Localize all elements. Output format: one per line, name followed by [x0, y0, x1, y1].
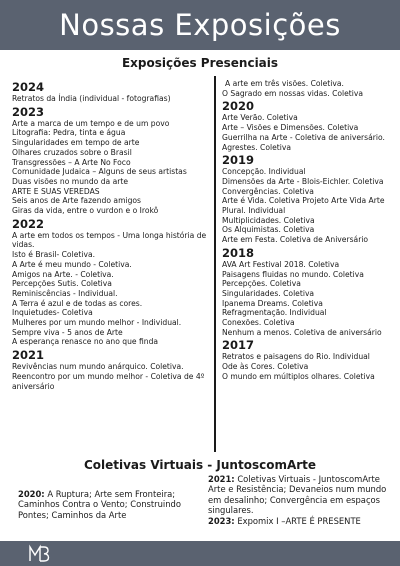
footer-bar [0, 541, 400, 566]
exhibition-item: Arte – Visões e Dimensões. Coletiva [222, 123, 359, 133]
exhibition-item: AVA Art Festival 2018. Coletiva [222, 259, 340, 269]
virtual-year-label: 2021: [208, 474, 235, 484]
exhibition-item: Multiplicidades. Coletiva [222, 215, 315, 225]
presencial-right-column [222, 79, 394, 382]
year-heading: 2020 [222, 99, 255, 114]
exhibition-item: Giras da vida, entre o vurdon e o Irokô [12, 206, 159, 216]
column-divider [214, 76, 216, 452]
exhibition-item: Arte em Festa. Coletiva de Aniversário [222, 235, 369, 245]
exhibition-item: Ode às Cores. Coletiva [222, 362, 309, 372]
exhibition-item: Seis anos de Arte fazendo amigos [12, 196, 142, 206]
presencial-section-title: Exposições Presenciais [121, 56, 279, 70]
header-bar [0, 0, 400, 50]
exhibition-item: Duas visões no mundo da arte [12, 176, 129, 186]
exhibition-item: Dimensões da Arte - Blois-Eichler. Coletiva [222, 176, 384, 186]
exhibition-item: Sempre viva - 5 anos de Arte [12, 327, 123, 337]
exhibition-item: Revivências num mundo anárquico. Coletiva. [12, 362, 184, 372]
year-heading: 2024 [12, 80, 45, 94]
exhibition-item: Plural. Individual [222, 206, 286, 216]
presencial-left-column [12, 79, 210, 391]
exhibition-item: O Sagrado em nossas vidas. Coletiva [222, 88, 364, 98]
exhibition-item: Arte é Vida. Coletiva Projeto Arte Vida Arte [222, 196, 385, 206]
exhibition-item: Singularidades. Coletiva [222, 288, 315, 298]
year-heading: 2022 [12, 216, 45, 231]
exhibition-item: Reencontro por um mundo melhor - Coletiva de 4º aniversário [12, 371, 205, 391]
exhibition-item: Refragmentação. Individual [222, 308, 327, 318]
exhibition-item: Litografia: Pedra, tinta e água [12, 128, 126, 138]
exhibition-item: Agrestes. Coletiva [222, 142, 291, 152]
year-heading: 2023 [12, 104, 45, 119]
year-heading: 2017 [222, 338, 255, 353]
exhibition-item: A Arte é meu mundo - Coletiva. [12, 259, 132, 269]
virtual-entry [208, 516, 390, 526]
mb-monogram-icon [28, 544, 50, 563]
exhibition-item: Percepções Sutis. Coletiva [12, 279, 112, 289]
exhibition-item: Inquietudes- Coletiva [12, 308, 93, 318]
exhibition-item: A Terra é azul e de todas as cores. [12, 298, 143, 308]
exhibition-item: Transgressões – A Arte No Foco [12, 157, 131, 167]
exhibition-item: Singularidades em tempo de arte [12, 138, 140, 148]
exhibition-item: Os Alquimistas. Coletiva [222, 225, 315, 235]
virtual-year-label: 2020: [18, 489, 45, 499]
virtual-entry-text: Expomix I –ARTE É PRESENTE [234, 515, 361, 526]
virtual-entry [208, 474, 390, 516]
exhibition-item: Concepção. Individual [222, 167, 306, 177]
exhibition-item: Paisagens fluidas no mundo. Coletiva [222, 269, 364, 279]
virtual-section-title: Coletivas Virtuais - JuntoscomArte [83, 458, 317, 472]
virtual-left-entry [18, 489, 208, 520]
exhibition-item: Ipanema Dreams. Coletiva [222, 298, 323, 308]
year-heading: 2021 [12, 348, 45, 363]
exhibition-item: Amigos na Arte. - Coletiva. [12, 269, 114, 279]
exhibition-item: Conexões. Coletiva [222, 318, 295, 328]
exhibition-item: Isto é Brasil- Coletiva. [12, 250, 96, 260]
exhibition-item: ARTE E SUAS VEREDAS [12, 186, 100, 196]
virtual-entry-text: Coletivas Virtuais - JuntoscomArte Arte e Resistência; Devaneios num mundo em desalinho; Convergência em espaços singulares. [208, 474, 387, 516]
exhibition-item: Retratos da Índia (individual - fotografias) [12, 94, 171, 103]
year-heading: 2019 [222, 153, 255, 168]
year-heading: 2018 [222, 245, 255, 260]
page-title: Nossas Exposições [59, 8, 341, 42]
exhibition-item: A esperança renasce no ano que finda [12, 337, 159, 347]
exhibition-item: Nenhum a menos. Coletiva de aniversário [222, 327, 382, 337]
exhibition-item: A arte em três visões. Coletiva. [225, 79, 344, 88]
exhibition-item: Reminiscências - Individual. [12, 288, 118, 298]
exhibition-item: A arte em todos os tempos - Uma longa história de vidas. [12, 230, 207, 250]
virtual-year-label: 2023: [208, 515, 235, 526]
virtual-entry-text: A Ruptura; Arte sem Fronteira; Caminhos Contra o Vento; Construindo Pontes; Caminhos da Arte [18, 489, 182, 520]
exhibition-item: Percepções. Coletiva [222, 279, 301, 289]
exhibition-item: Retratos e paisagens do Rio. Individual [222, 352, 370, 362]
exhibition-item: Convergências. Coletiva [222, 186, 314, 196]
exhibition-item: Arte a marca de um tempo e de um povo [12, 118, 170, 128]
exhibition-item: Guerrilha na Arte - Coletiva de aniversário. [222, 132, 385, 142]
exhibition-item: Comunidade Judaica – Alguns de seus artistas [12, 167, 187, 177]
exhibition-item: O mundo em múltiplos olhares. Coletiva [222, 371, 375, 381]
virtual-right-entries [208, 474, 390, 526]
exhibition-item: Olhares cruzados sobre o Brasil [12, 147, 132, 157]
exhibition-item: Arte Verão. Coletiva [222, 113, 298, 123]
exhibition-item: Mulheres por um mundo melhor - Individual. [12, 318, 182, 328]
